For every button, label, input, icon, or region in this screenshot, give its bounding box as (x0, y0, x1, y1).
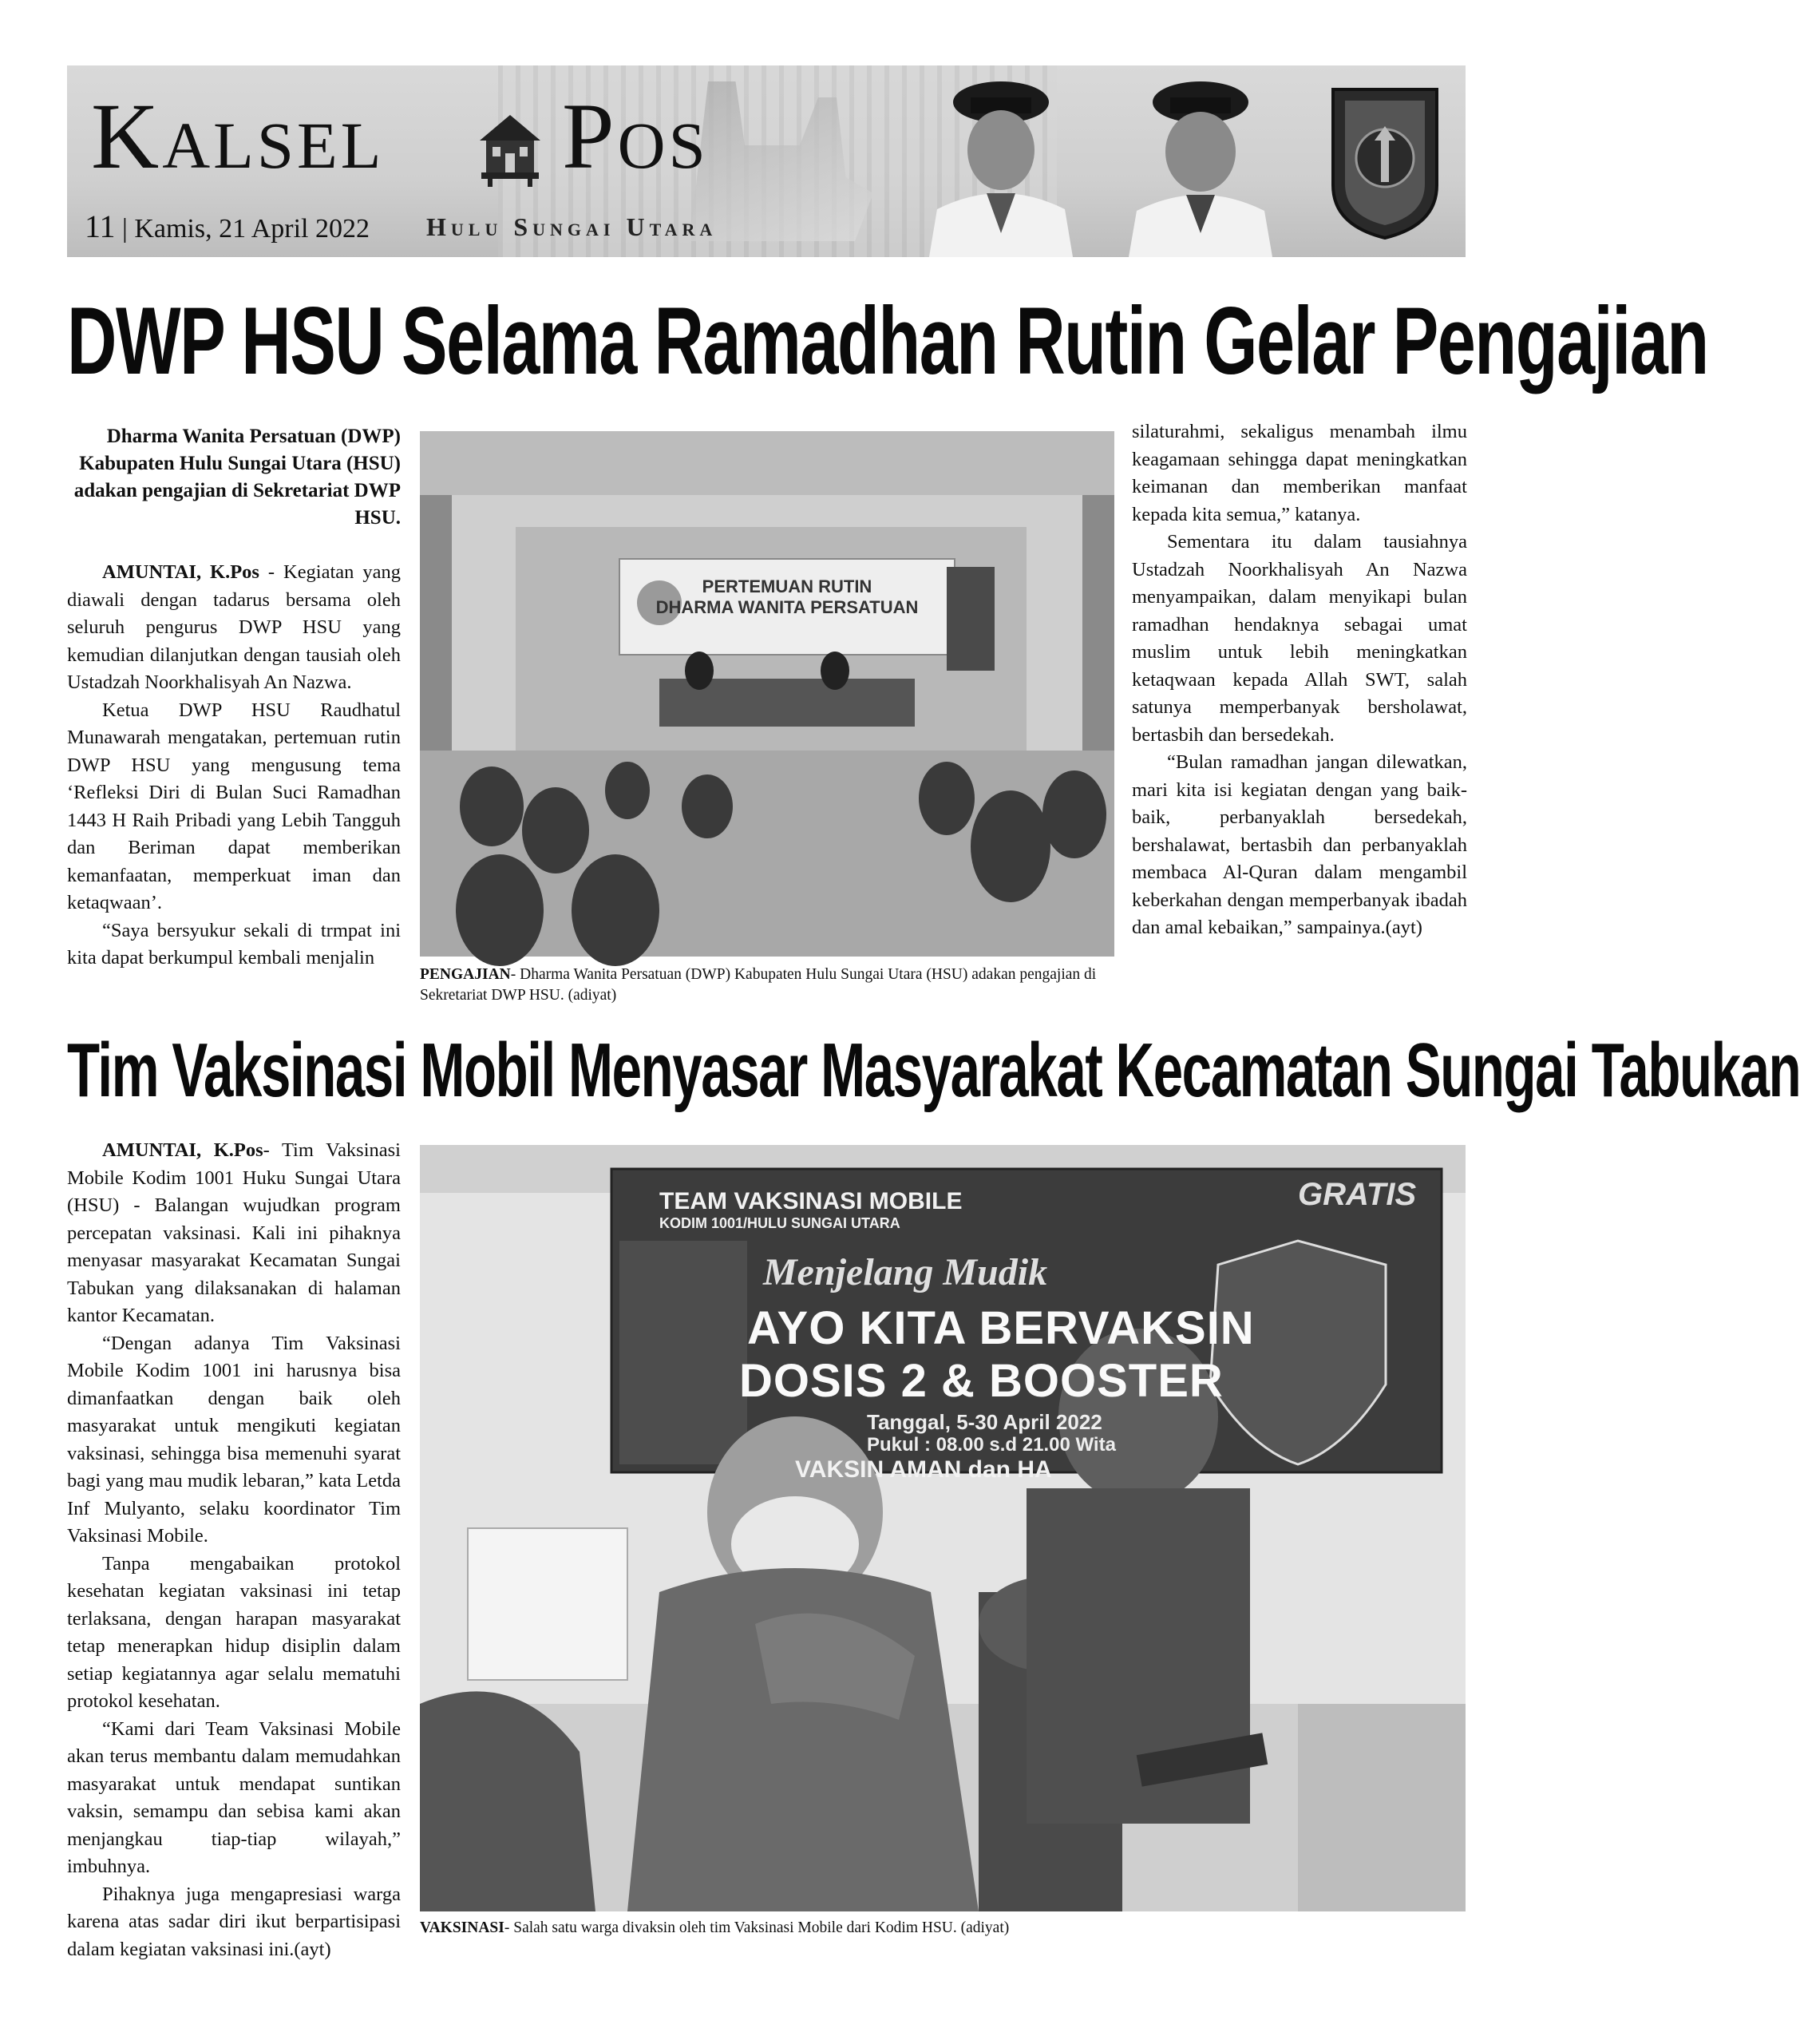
article2-paragraph-2: “Dengan adanya Tim Vaksinasi Mobile Kodim 1001 ini harusnya bisa dimanfaatkan dengan baik oleh masyarakat untuk mengikuti kegiatan vaksinasi, sehingga bisa memenuhi syarat bagi yang mau mudik lebaran,” kata Letda Inf Mulyanto, selaku koordinator Tim Vaksinasi Mobile. (67, 1332, 401, 1547)
meeting-banner-line1: PERTEMUAN RUTIN (702, 576, 872, 596)
brand-name-left: Kalsel (91, 84, 385, 188)
article2-headline: Tim Vaksinasi Mobil Menyasar Masyarakat Kecamatan Sungai Tabukan (67, 1028, 1800, 1113)
banner-subtitle: KODIM 1001/HULU SUNGAI UTARA (659, 1215, 900, 1231)
article1-paragraph-6: “Bulan ramadhan jangan dilewatkan, mari kita isi kegiatan dengan yang baik-baik, perbanyaklah bersedekah, bershalawat, bertasbih dan perbanyaklah membaca Al-Quran dalam mengambil keberkahan dengan memperbanyak ibadah dan amal kebaikan,” sampainya.(ayt) (1132, 751, 1467, 938)
article1-caption-label: PENGAJIAN (420, 966, 511, 983)
article1-headline: DWP HSU Selama Ramadhan Rutin Gelar Pengajian (67, 287, 1708, 394)
article2-dateline: AMUNTAI, K.Pos (102, 1139, 263, 1161)
article1-lead: Dharma Wanita Persatuan (DWP) Kabupaten Hulu Sungai Utara (HSU) adakan pengajian di Sekretariat DWP HSU. (73, 426, 401, 529)
vaccination-banner (659, 1188, 1218, 1232)
article1-caption-text: - Dharma Wanita Persatuan (DWP) Kabupaten Hulu Sungai Utara (HSU) adakan pengajian di Sekretariat DWP HSU. (adiyat) (420, 966, 1097, 1004)
article2-paragraph-1: AMUNTAI, K.Pos- Tim Vaksinasi Mobile Kodim 1001 Huku Sungai Utara (HSU) - Balangan wujudkan program percepatan vaksinasi. Kali ini pihaknya menyasar masyarakat Kecamatan Sungai Tabukan yang dilaksanakan di halaman kantor Kecamatan. (67, 1139, 401, 1326)
banner-line2: DOSIS 2 & BOOSTER (739, 1355, 1224, 1407)
meeting-banner-line2: DHARMA WANITA PERSATUAN (655, 597, 919, 617)
article2-paragraph-4: “Kami dari Team Vaksinasi Mobile akan terus membantu dalam memudahkan masyarakat untuk mendapat suntikan vaksin, semampu dan sebisa kami akan menjangkau tiap-tiap wilayah,” imbuhnya. (67, 1717, 401, 1877)
article2-photo (420, 1145, 1466, 1911)
article2-column (67, 1137, 401, 1963)
official-portrait-right (1129, 73, 1272, 257)
page-number: 11 (85, 208, 116, 244)
meeting-banner (627, 576, 947, 618)
banner-script: Menjelang Mudik (763, 1251, 1048, 1293)
article1-paragraph-2: Ketua DWP HSU Raudhatul Munawarah mengatakan, pertemuan rutin DWP HSU yang mengusung tema ‘Refleksi Diri di Bulan Suci Ramadhan 1443 H Raih Pribadi yang Lebih Tangguh dan Beriman dapat memberikan kemanfaatan, memperkuat iman dan ketaqwaan’. (67, 699, 401, 913)
article2-paragraph-3: Tanpa mengabaikan protokol kesehatan kegiatan vaksinasi ini tetap terlaksana, dengan harapan masyarakat tetap menerapkan hidup disiplin dalam setiap kegiatannya agar selalu mematuhi protokol kesehatan. (67, 1552, 401, 1712)
banner-footer: VAKSIN AMAN dan HA (795, 1456, 1052, 1483)
article2-caption-label: VAKSINASI (420, 1919, 504, 1936)
banner-date: Tanggal, 5-30 April 2022 (867, 1410, 1102, 1434)
issue-date: | Kamis, 21 April 2022 (122, 214, 370, 244)
article1-caption (420, 965, 1116, 1006)
article1-paragraph-5: Sementara itu dalam tausiahnya Ustadzah Noorkhalisyah An Nazwa menyampaikan, dalam menyikapi bulan ramadhan hendaknya sebagai umat muslim untuk lebih meningkatkan ketaqwaan kepada Allah SWT, salah satunya memperbanyak bersholawat, bertasbih dan bersedekah. (1132, 531, 1467, 746)
brand-name-right: Pos (562, 84, 709, 188)
meeting-hall-illustration (420, 431, 1114, 957)
issue-info (85, 208, 370, 245)
article1-paragraph-1: AMUNTAI, K.Pos - Kegiatan yang diawali dengan tadarus bersama oleh seluruh pengurus DWP HSU yang kemudian dilanjutkan dengan tausiah oleh Ustadzah Noorkhalisyah An Nazwa. (67, 561, 401, 693)
banner-line1: AYO KITA BERVAKSIN (747, 1302, 1255, 1354)
banner-time: Pukul : 08.00 s.d 21.00 Wita (867, 1434, 1116, 1456)
article1-column-right (1132, 418, 1467, 942)
region-name: Hulu Sungai Utara (426, 212, 718, 241)
masthead (67, 65, 1466, 257)
article1-column-left (67, 423, 401, 972)
article2-paragraph-5: Pihaknya juga mengapresiasi warga karena atas sadar diri ikut berpartisipasi dalam kegiatan vaksinasi ini.(ayt) (67, 1883, 401, 1960)
article1-paragraph-4: silaturahmi, sekaligus menambah ilmu keagamaan sehingga dapat meningkatkan keimanan dan memberikan manfaat kepada kita semua,” katanya. (1132, 421, 1467, 525)
article2-caption (420, 1918, 1466, 1939)
official-portrait-left (929, 73, 1073, 257)
house-emblem-icon (478, 113, 542, 187)
regency-crest-icon (1325, 81, 1445, 241)
article1-photo (420, 431, 1114, 957)
article1-dateline: AMUNTAI, K.Pos (102, 561, 259, 583)
banner-gratis: GRATIS (1298, 1177, 1417, 1212)
article1-paragraph-3: “Saya bersyukur sekali di trmpat ini kita dapat berkumpul kembali menjalin (67, 919, 401, 969)
article2-caption-text: - Salah satu warga divaksin oleh tim Vaksinasi Mobile dari Kodim HSU. (adiyat) (504, 1919, 1010, 1936)
banner-title: TEAM VAKSINASI MOBILE (659, 1188, 963, 1214)
